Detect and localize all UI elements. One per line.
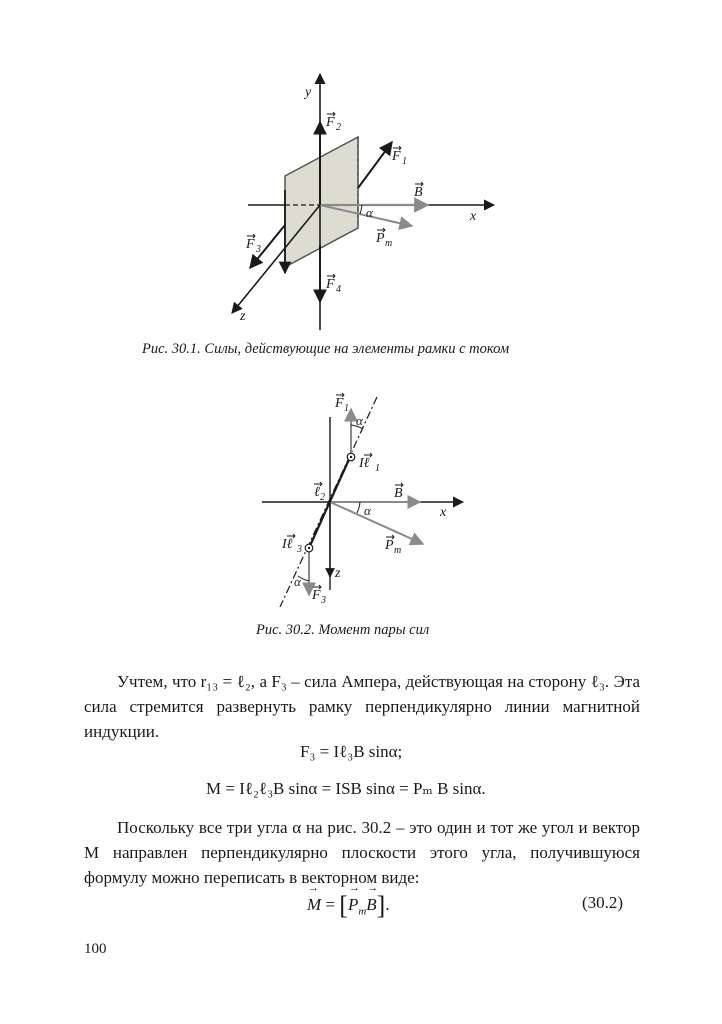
- il1-label: Iℓ: [359, 456, 370, 471]
- l2-label: ℓ: [314, 485, 320, 500]
- pm-label: P: [376, 231, 385, 246]
- f1-label-2-sub: 1: [344, 403, 349, 414]
- pm-label-2-sub: m: [394, 545, 402, 556]
- f2-label-sub: 2: [336, 122, 341, 133]
- x-axis-label: x: [470, 209, 477, 224]
- b-label: B: [414, 185, 423, 200]
- z-axis-label: z: [240, 309, 246, 324]
- pm-label-sub: m: [385, 238, 393, 249]
- paragraph-1: Учтем, что r₁₃ = ℓ₂, а F₃ – сила Ампера, действующая на сторону ℓ₃. Эта сила стремится развернуть рамку перпендикулярно линии магнитной индукции.: [84, 672, 640, 741]
- formula-1: F₃ = Iℓ₃B sinα;: [300, 742, 403, 761]
- b-label-2: B: [394, 486, 403, 501]
- pm-vector-symbol: → P: [348, 895, 358, 915]
- f3-label-sub: 3: [256, 244, 261, 255]
- f1-vector: [358, 142, 392, 188]
- b-vector-symbol: → B: [366, 895, 376, 915]
- il3-label-sub: 3: [297, 544, 302, 555]
- z-axis: [232, 205, 320, 313]
- paragraph-2: Поскольку все три угла α на рис. 30.2 – это один и тот же угол и вектор M направлен перпендикулярно плоскости этого угла, получившуюся формулу можно переписать в векторном виде:: [84, 818, 640, 887]
- current-frame-plane: [285, 137, 358, 267]
- page-number: 100: [84, 941, 107, 957]
- pm-vector-2: [330, 502, 423, 544]
- x-axis-label-2: x: [440, 505, 447, 520]
- f1-label-sub: 1: [402, 156, 407, 167]
- figure-30-1: [0, 0, 722, 340]
- f2-label: F: [326, 115, 335, 130]
- f4-label-sub: 4: [336, 284, 341, 295]
- z-axis-label-2: z: [335, 566, 341, 581]
- m-vector-symbol: → M: [307, 895, 321, 915]
- alpha-label-1: α: [366, 205, 373, 220]
- f4-label: F: [326, 277, 335, 292]
- figure-30-1-caption: Рис. 30.1. Силы, действующие на элементы рамки с током: [142, 341, 510, 357]
- pm-label-2: P: [385, 538, 394, 553]
- figure-30-2-caption: Рис. 30.2. Момент пары сил: [256, 622, 430, 638]
- figure-30-2: [0, 385, 722, 625]
- y-axis-label: y: [305, 85, 312, 100]
- l2-label-sub: 2: [320, 492, 325, 503]
- f1-label-2: F: [335, 396, 344, 411]
- f1-label: F: [392, 149, 401, 164]
- alpha-label-2c: α: [294, 574, 301, 589]
- alpha-label-2a: α: [356, 413, 363, 428]
- f3-label: F: [246, 237, 255, 252]
- alpha-arc-2b: [357, 502, 360, 513]
- formula-3: → M = [→ $P_m\to B$].: [307, 891, 390, 921]
- il1-label-sub: 1: [375, 463, 380, 474]
- formula-2: M = Iℓ₂ℓ₃B sinα = ISB sinα = Pₘ B sinα.: [206, 779, 486, 798]
- alpha-label-2b: α: [364, 503, 371, 518]
- equation-number: (30.2): [582, 893, 624, 912]
- alpha-arc-1: [360, 205, 362, 214]
- il3-label: Iℓ: [282, 537, 293, 552]
- f3-label-2: F: [312, 588, 321, 603]
- f3-label-2-sub: 3: [321, 595, 326, 606]
